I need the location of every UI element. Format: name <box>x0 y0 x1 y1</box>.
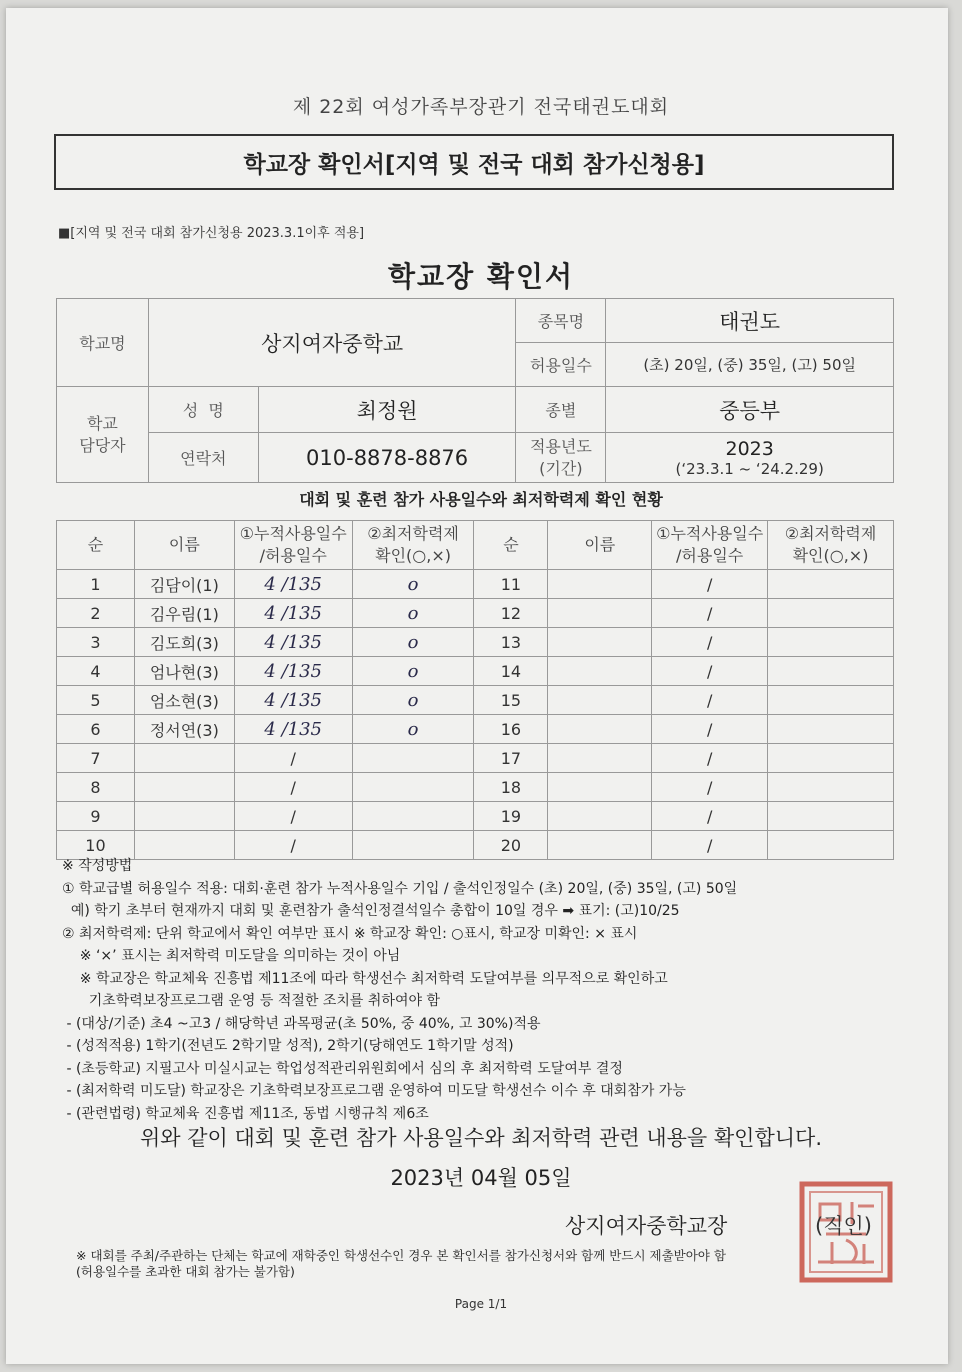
header-name-right: 이름 <box>548 521 652 570</box>
row-no: 3 <box>57 628 135 657</box>
manager-name: 최정원 <box>258 387 516 433</box>
row-academic-check <box>768 599 894 628</box>
event-title: 제 22회 여성가족부장관기 전국태권도대회 <box>292 96 670 118</box>
row-academic-check: o <box>352 570 474 599</box>
status-title: 대회 및 훈련 참가 사용일수와 최저학력제 확인 현황 <box>299 490 663 509</box>
row-days: / <box>652 628 768 657</box>
row-academic-check <box>768 657 894 686</box>
row-name: 정서연(3) <box>134 715 234 744</box>
contact-label: 연락처 <box>148 433 258 483</box>
manager-name-label: 성 명 <box>148 387 258 433</box>
row-name <box>134 744 234 773</box>
status-table <box>56 520 894 860</box>
row-no: 15 <box>474 686 548 715</box>
row-days: / <box>652 715 768 744</box>
table-row <box>57 570 894 599</box>
row-days: / <box>652 599 768 628</box>
row-academic-check: o <box>352 715 474 744</box>
row-no: 10 <box>57 831 135 860</box>
row-name: 김담이(1) <box>134 570 234 599</box>
row-no: 16 <box>474 715 548 744</box>
method-line: - (관련법령) 학교체육 진흥법 제11조, 동법 시행규칙 제6조 <box>62 1105 429 1122</box>
method-line: - (최저학력 미도달) 학교장은 기초학력보장프로그램 운영하여 미도달 학생선수 이수 후 대회참가 가능 <box>62 1083 686 1099</box>
status-header-row <box>57 521 894 570</box>
seal-label: (직인) <box>815 1214 872 1238</box>
main-title: 학교장 확인서[지역 및 전국 대회 참가신청용] <box>243 151 705 178</box>
row-days: / <box>234 744 352 773</box>
row-name <box>548 715 652 744</box>
row-no: 17 <box>474 744 548 773</box>
method-line: ② 최저학력제: 단위 학교에서 확인 여부만 표시 ※ 학교장 확인: ○표시, 학교장 미확인: × 표시 <box>62 925 638 942</box>
confirm-date: 2023년 04월 05일 <box>390 1166 572 1190</box>
method-line: 예) 학기 초부터 현재까지 대회 및 훈련참가 출석인정결석일수 총합이 10일 경우 ➡ 표기: (고)10/25 <box>62 903 680 919</box>
method-line: ※ ‘×’ 표시는 최저학력 미도달을 의미하는 것이 아님 <box>62 948 401 964</box>
period-value: (‘23.3.1 ~ ‘24.2.29) <box>675 459 824 478</box>
header-academic-right: ②최저학력제 확인(○,×) <box>768 521 894 570</box>
row-days: 4 /135 <box>234 570 352 599</box>
method-line: - (성적적용) 1학기(전년도 2학기말 성적), 2학기(당해연도 1학기말 성적) <box>62 1038 514 1054</box>
scope-note: ■[지역 및 전국 대회 참가신청용 2023.3.1이후 적용] <box>58 226 365 241</box>
row-days: / <box>652 686 768 715</box>
table-row <box>57 657 894 686</box>
row-academic-check: o <box>352 628 474 657</box>
row-no: 1 <box>57 570 135 599</box>
method-line: 기초학력보장프로그램 운영 등 적절한 조치를 취하여야 함 <box>62 993 440 1009</box>
row-no: 20 <box>474 831 548 860</box>
row-no: 8 <box>57 773 135 802</box>
sport-value: 태권도 <box>606 299 894 343</box>
row-no: 11 <box>474 570 548 599</box>
principal-name: 상지여자중학교장 <box>565 1214 728 1238</box>
method-line: ※ 작성방법 <box>62 858 133 874</box>
status-body <box>57 570 894 860</box>
table-row <box>57 599 894 628</box>
row-no: 7 <box>57 744 135 773</box>
method-line: ※ 학교장은 학교체육 진흥법 제11조에 따라 학생선수 최저학력 도달여부를 의무적으로 확인하고 <box>62 970 668 987</box>
table-row <box>57 715 894 744</box>
row-academic-check <box>768 802 894 831</box>
row-no: 12 <box>474 599 548 628</box>
table-row <box>57 744 894 773</box>
row-academic-check <box>768 773 894 802</box>
row-no: 18 <box>474 773 548 802</box>
row-academic-check <box>768 628 894 657</box>
row-days: / <box>234 773 352 802</box>
row-name <box>548 657 652 686</box>
row-days: / <box>652 802 768 831</box>
row-name <box>548 599 652 628</box>
row-academic-check <box>768 715 894 744</box>
row-academic-check <box>352 802 474 831</box>
category-label: 종별 <box>516 387 606 433</box>
row-no: 6 <box>57 715 135 744</box>
row-academic-check <box>768 570 894 599</box>
row-academic-check <box>768 686 894 715</box>
row-name <box>548 686 652 715</box>
header-name: 이름 <box>134 521 234 570</box>
row-academic-check: o <box>352 686 474 715</box>
school-label: 학교명 <box>57 299 149 387</box>
row-name <box>134 802 234 831</box>
year-label: 적용년도 (기간) <box>516 433 606 483</box>
row-name: 김도희(3) <box>134 628 234 657</box>
confirm-statement: 위와 같이 대회 및 훈련 참가 사용일수와 최저학력 관련 내용을 확인합니다. <box>139 1126 822 1150</box>
row-no: 14 <box>474 657 548 686</box>
row-days: / <box>652 657 768 686</box>
writing-method <box>62 855 902 1125</box>
row-no: 9 <box>57 802 135 831</box>
row-no: 5 <box>57 686 135 715</box>
row-days: 4 /135 <box>234 686 352 715</box>
header-academic: ②최저학력제 확인(○,×) <box>352 521 474 570</box>
row-academic-check <box>768 744 894 773</box>
header-no: 순 <box>57 521 135 570</box>
page-number: Page 1/1 <box>454 1297 508 1311</box>
method-line: - (대상/기준) 초4 ~고3 / 해당학년 과목평균(초 50%, 중 40%, 고 30%)적용 <box>62 1015 541 1032</box>
row-days: / <box>652 831 768 860</box>
school-name: 상지여자중학교 <box>148 299 516 387</box>
method-line: - (초등학교) 지필고사 미실시교는 학업성적관리위원회에서 심의 후 최저학력 도달여부 결정 <box>62 1060 623 1077</box>
row-name <box>134 773 234 802</box>
row-days: / <box>652 773 768 802</box>
allowed-days-value: (초) 20일, (중) 35일, (고) 50일 <box>606 343 894 387</box>
row-no: 13 <box>474 628 548 657</box>
row-days: / <box>234 831 352 860</box>
row-no: 2 <box>57 599 135 628</box>
info-table <box>56 298 894 483</box>
row-days: / <box>234 802 352 831</box>
row-name <box>548 628 652 657</box>
sport-label: 종목명 <box>516 299 606 343</box>
row-days: 4 /135 <box>234 657 352 686</box>
row-days: 4 /135 <box>234 715 352 744</box>
row-days: 4 /135 <box>234 628 352 657</box>
row-name: 김우림(1) <box>134 599 234 628</box>
table-row <box>57 628 894 657</box>
row-name: 엄나현(3) <box>134 657 234 686</box>
row-days: 4 /135 <box>234 599 352 628</box>
header-days: ①누적사용일수 /허용일수 <box>234 521 352 570</box>
row-name: 엄소현(3) <box>134 686 234 715</box>
row-no: 4 <box>57 657 135 686</box>
header-days-right: ①누적사용일수 /허용일수 <box>652 521 768 570</box>
row-name <box>548 744 652 773</box>
row-academic-check <box>352 773 474 802</box>
main-title-box <box>54 134 894 190</box>
table-row <box>57 686 894 715</box>
row-days: / <box>652 744 768 773</box>
row-no: 19 <box>474 802 548 831</box>
contact-value: 010-8878-8876 <box>258 433 516 483</box>
footnote <box>76 1248 726 1280</box>
row-name <box>548 802 652 831</box>
row-days: / <box>652 570 768 599</box>
year-cell <box>606 433 894 483</box>
row-academic-check: o <box>352 657 474 686</box>
footnote-line: (허용일수를 초과한 대회 참가는 불가함) <box>76 1264 295 1279</box>
row-name <box>548 773 652 802</box>
allowed-days-label: 허용일수 <box>516 343 606 387</box>
form-title: 학교장 확인서 <box>387 260 575 293</box>
manager-label: 학교 담당자 <box>57 387 149 483</box>
category-value: 중등부 <box>606 387 894 433</box>
row-academic-check <box>352 744 474 773</box>
row-academic-check: o <box>352 599 474 628</box>
year-value: 2023 <box>725 437 774 460</box>
footnote-line: ※ 대회를 주최/주관하는 단체는 학교에 재학중인 학생선수인 경우 본 확인서를 참가신청서와 함께 반드시 제출받아야 함 <box>76 1248 726 1263</box>
table-row <box>57 802 894 831</box>
header-no-right: 순 <box>474 521 548 570</box>
row-name <box>548 570 652 599</box>
table-row <box>57 773 894 802</box>
method-line: ① 학교급별 허용일수 적용: 대회·훈련 참가 누적사용일수 기입 / 출석인정일수 (초) 20일, (중) 35일, (고) 50일 <box>62 880 738 897</box>
